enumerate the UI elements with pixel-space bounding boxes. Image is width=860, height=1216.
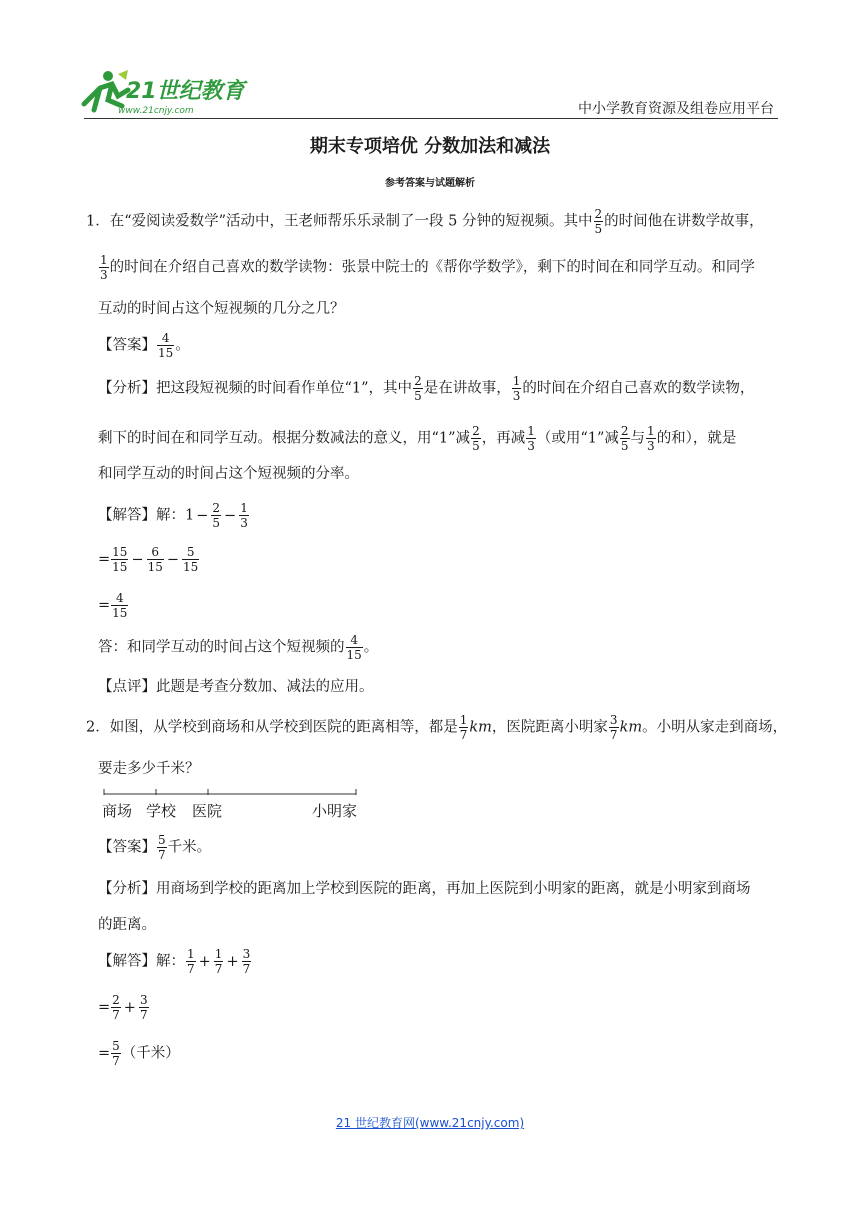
q1-solution-step2: = $\frac{15}{15}$ − $\frac{6}{15}$ − $\frac{5}{15}$	[98, 545, 199, 574]
distance-line	[96, 786, 386, 800]
q1-line1: 1．在“爱阅读爱数学”活动中，王老师帮乐乐录制了一段 5 分钟的短视频。其中 $\frac{2}{5}$ 的时间他在讲数学故事，	[86, 207, 764, 236]
q1-solution-step3: = $\frac{4}{15}$	[98, 591, 128, 620]
q1-reply: 答：和同学互动的时间占这个短视频的 $\frac{4}{15}$ 。	[98, 633, 379, 662]
page-title: 期末专项培优 分数加法和减法	[309, 136, 551, 157]
q1-analysis-line2: 剩下的时间在和同学互动。根据分数减法的意义，用“1”减 $\frac{2}{5}$ ，再减 $\frac{1}{3}$ （或用“1”减 $\frac{2}{5}$ 与 $\frac{1}{3}$ 的和），就是	[98, 424, 737, 453]
distance-diagram	[96, 786, 386, 826]
q2-analysis-line1: 【分析】用商场到学校的距离加上学校到医院的距离，再加上医院到小明家的距离，就是小明家到商场	[98, 881, 751, 897]
diagram-label-home: 小明家	[312, 802, 358, 820]
logo-text: 21世纪教育	[126, 79, 245, 104]
q1-analysis-line1: 【分析】把这段短视频的时间看作单位“1”，其中 $\frac{2}{5}$ 是在讲故事， $\frac{1}{3}$ 的时间在介绍自己喜欢的数学读物，	[98, 374, 755, 403]
page-subtitle: 参考答案与试题解析	[385, 178, 475, 189]
logo	[78, 66, 258, 118]
q2-line1: 2．如图，从学校到商场和从学校到医院的距离相等，都是 $\frac{1}{7}$ km，医院距离小明家 $\frac{3}{7}$ km。小明从家走到商场，	[86, 713, 788, 742]
q2-analysis-line2: 的距离。	[98, 917, 156, 933]
diagram-label-hospital: 医院	[192, 802, 223, 820]
q1-analysis-line3: 和同学互动的时间占这个短视频的分率。	[98, 466, 359, 482]
fraction: $\frac{2}{5}$	[594, 207, 603, 236]
footer-link[interactable]: 21 世纪教育网(www.21cnjy.com)	[335, 1116, 525, 1130]
header-divider	[84, 118, 778, 119]
logo-runner-icon	[78, 66, 258, 118]
q1-line2: $\frac{1}{3}$ 的时间在介绍自己喜欢的数学读物：张景中院士的《帮你学数学》，剩下的时间在和同学互动。和同学	[100, 253, 755, 282]
q1-comment: 【点评】此题是考查分数加、减法的应用。	[98, 679, 374, 695]
q1-answer: 【答案】 $\frac{4}{15}$ 。	[98, 331, 190, 360]
q2-solution-step2: = $\frac{2}{7}$ + $\frac{3}{7}$	[98, 993, 148, 1022]
diagram-label-school: 学校	[146, 802, 177, 820]
fraction: $\frac{1}{3}$	[100, 253, 108, 282]
q2-line2: 要走多少千米？	[98, 761, 200, 777]
diagram-label-mall: 商场	[102, 802, 133, 820]
q2-answer: 【答案】 $\frac{5}{7}$ 千米。	[98, 833, 212, 862]
fraction: $\frac{4}{15}$	[158, 331, 174, 360]
q2-solution-step1: 【解答】解： $\frac{1}{7}$ + $\frac{1}{7}$ + $\frac{3}{7}$	[98, 947, 251, 976]
q1-line3: 互动的时间占这个短视频的几分之几？	[98, 301, 345, 317]
logo-url: www.21cnjy.com	[118, 106, 194, 116]
q1-solution-step1: 【解答】解：1 − $\frac{2}{5}$ − $\frac{1}{3}$	[98, 501, 248, 530]
q2-solution-step3: = $\frac{5}{7}$ （千米）	[98, 1039, 180, 1068]
platform-name: 中小学教育资源及组卷应用平台	[578, 101, 774, 117]
